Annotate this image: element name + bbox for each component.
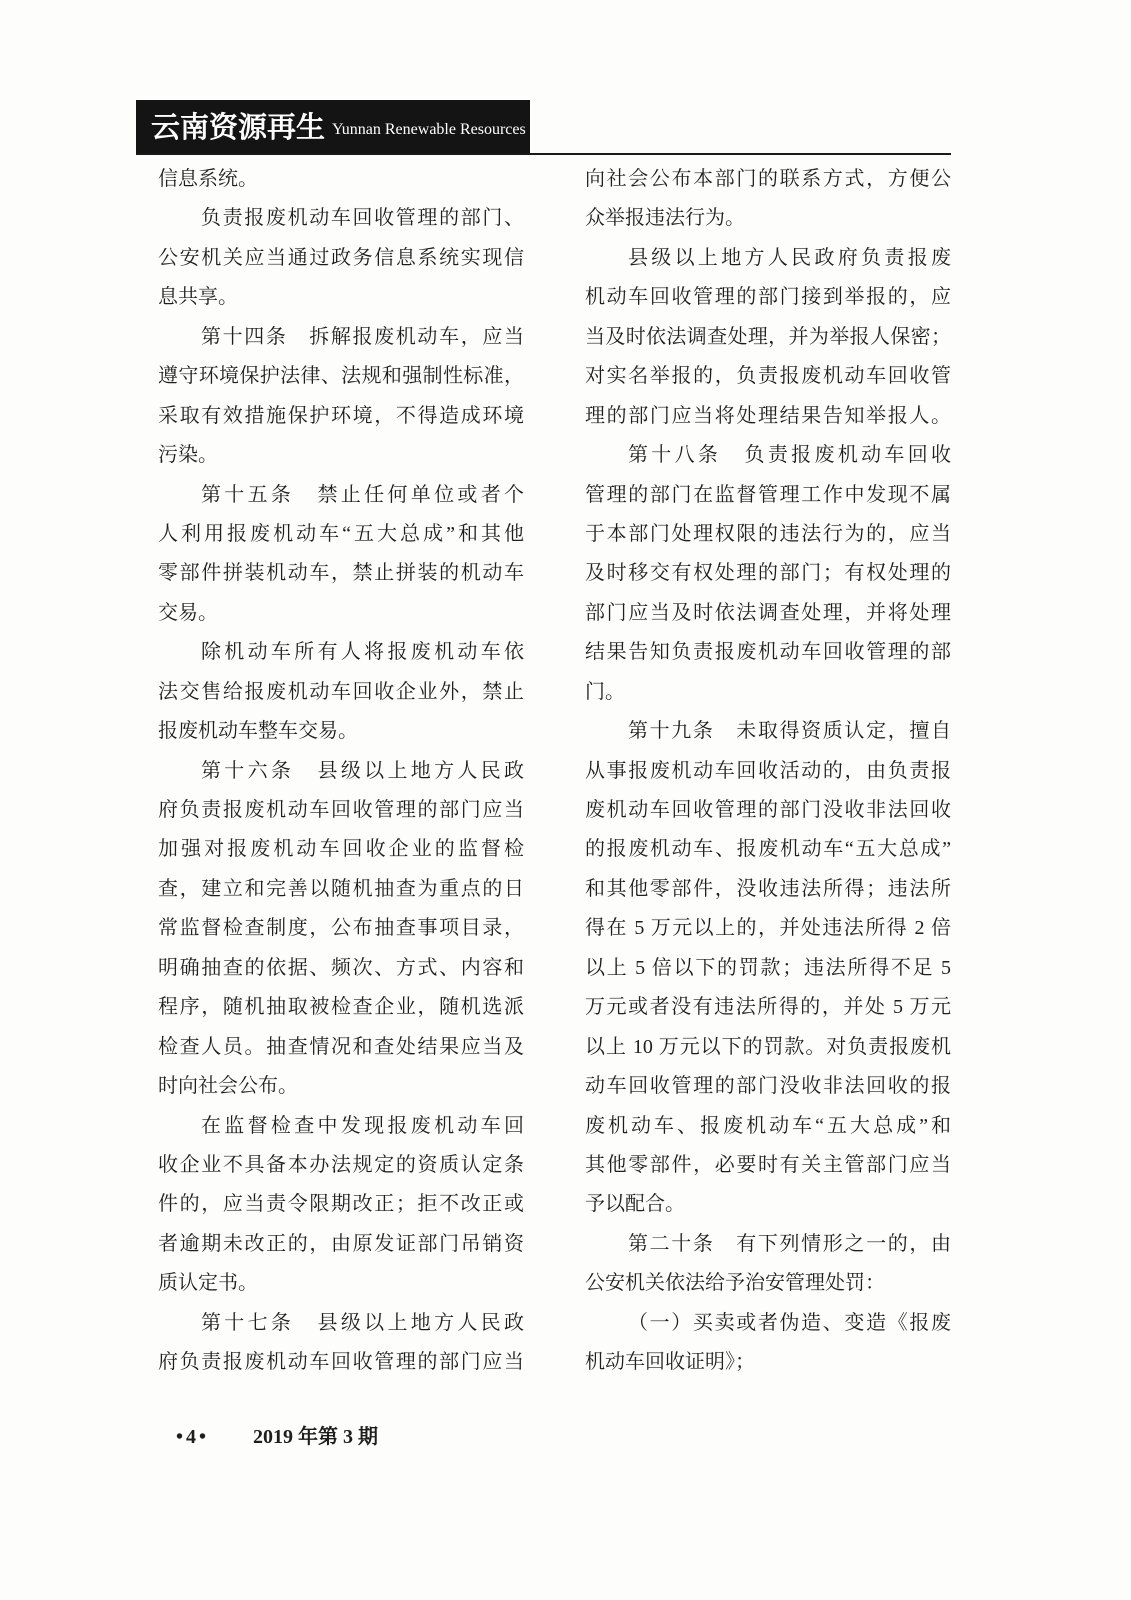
text-line: 门。 (585, 680, 625, 703)
text-line: 万元或者没有违法所得的，并处 5 万元 (585, 996, 951, 1019)
text-line: 污染。 (158, 444, 218, 467)
text-line: 除机动车所有人将报废机动车依 (201, 641, 524, 664)
text-line: 予以配合。 (585, 1193, 685, 1216)
text-line: 负责报废机动车回收管理的部门、 (201, 207, 524, 230)
article-16 (158, 752, 524, 1107)
text-line: 检查人员。抽查情况和查处结果应当及 (158, 1035, 524, 1058)
text-line: 时向社会公布。 (158, 1075, 298, 1098)
text-line: 从事报废机动车回收活动的，由负责报 (585, 759, 951, 782)
article-15 (158, 476, 524, 634)
article-15-paragraph-2 (158, 633, 524, 751)
article-14 (158, 318, 524, 476)
text-line: 以上 5 倍以下的罚款；违法所得不足 5 (585, 956, 951, 979)
text-line: 第十七条 县级以上地方人民政 (201, 1311, 524, 1334)
text-line: 收企业不具备本办法规定的资质认定条 (158, 1153, 524, 1176)
text-line: 得在 5 万元以上的，并处违法所得 2 倍 (585, 917, 951, 940)
text-line: 第十九条 未取得资质认定，擅自 (628, 720, 951, 743)
text-line: 第十八条 负责报废机动车回收 (628, 444, 951, 467)
text-line: 第二十条 有下列情形之一的，由 (628, 1232, 951, 1255)
text-line: 理的部门应当将处理结果告知举报人。 (585, 404, 951, 427)
text-line: 结果告知负责报废机动车回收管理的部 (585, 641, 951, 664)
text-line: 公安机关依法给予治安管理处罚： (585, 1272, 885, 1295)
text-line: 府负责报废机动车回收管理的部门应当 (158, 799, 524, 821)
magazine-header (136, 100, 530, 155)
text-line: 第十六条 县级以上地方人民政 (201, 759, 524, 782)
text-line: 件的，应当责令限期改正；拒不改正或 (158, 1193, 524, 1216)
header-rule (136, 153, 951, 155)
article-17 (158, 1304, 524, 1383)
article-20 (585, 1225, 951, 1304)
text-line: 向社会公布本部门的联系方式，方便公 (585, 168, 951, 190)
text-line: 废机动车回收管理的部门没收非法回收 (585, 799, 951, 821)
right-column (585, 160, 951, 1383)
text-line: 在监督检查中发现报废机动车回 (201, 1114, 524, 1137)
text-line: 法交售给报废机动车回收企业外，禁止 (158, 680, 524, 703)
text-line: 管理的部门在监督管理工作中发现不属 (585, 483, 951, 506)
text-line: 当及时依法调查处理，并为举报人保密； (585, 325, 951, 348)
text-line: 零部件拼装机动车，禁止拼装的机动车 (158, 562, 524, 585)
text-line: 交易。 (158, 601, 218, 624)
text-line: 采取有效措施保护环境，不得造成环境 (158, 404, 524, 427)
left-column (158, 160, 524, 1383)
text-line: 和其他零部件，没收违法所得；违法所 (585, 877, 951, 900)
text-line: 程序，随机抽取被检查企业，随机选派 (158, 996, 524, 1019)
text-line: 质认定书。 (158, 1272, 258, 1295)
text-line: 机动车回收证明》； (585, 1351, 755, 1374)
continued-paragraph (158, 160, 524, 199)
text-line: （一）买卖或者伪造、变造《报废 (628, 1311, 951, 1334)
text-line: 信息系统。 (158, 168, 258, 190)
magazine-title-cn: 云南资源再生 (151, 112, 326, 144)
text-line: 者逾期未改正的，由原发证部门吊销资 (158, 1232, 524, 1255)
text-line: 第十五条 禁止任何单位或者个 (201, 483, 524, 506)
text-line: 府负责报废机动车回收管理的部门应当 (158, 1351, 524, 1374)
text-line: 机动车回收管理的部门接到举报的，应 (585, 286, 951, 309)
text-line: 县级以上地方人民政府负责报废 (628, 246, 951, 269)
page-number: •4• (176, 1426, 210, 1448)
text-line: 常监督检查制度，公布抽查事项目录， (158, 917, 524, 940)
text-line: 查，建立和完善以随机抽查为重点的日 (158, 877, 524, 900)
text-line: 遵守环境保护法律、法规和强制性标准， (158, 365, 524, 388)
text-line: 第十四条 拆解报废机动车，应当 (201, 325, 524, 348)
text-line: 人利用报废机动车“五大总成”和其他 (158, 522, 524, 545)
article-17-continued (585, 160, 951, 239)
article-20-item-1 (585, 1304, 951, 1383)
page-footer (176, 1423, 378, 1451)
text-line: 公安机关应当通过政务信息系统实现信 (158, 246, 524, 269)
text-line: 动车回收管理的部门没收非法回收的报 (585, 1075, 951, 1098)
text-line: 以上 10 万元以下的罚款。对负责报废机 (585, 1035, 951, 1058)
text-line: 明确抽查的依据、频次、方式、内容和 (158, 956, 524, 979)
article-16-paragraph-2 (158, 1107, 524, 1304)
text-line: 报废机动车整车交易。 (158, 720, 358, 743)
text-line: 于本部门处理权限的违法行为的，应当 (585, 522, 951, 545)
paragraph (158, 199, 524, 317)
text-line: 及时移交有权处理的部门；有权处理的 (585, 562, 951, 585)
text-line: 息共享。 (158, 286, 238, 309)
text-line: 其他零部件，必要时有关主管部门应当 (585, 1153, 951, 1176)
text-line: 加强对报废机动车回收企业的监督检 (158, 838, 524, 861)
text-line: 部门应当及时依法调查处理，并将处理 (585, 601, 951, 624)
issue-label: 2019 年第 3 期 (253, 1426, 379, 1448)
text-line: 的报废机动车、报废机动车“五大总成” (585, 838, 951, 861)
magazine-title-en: Yunnan Renewable Resources (332, 121, 526, 138)
article-18 (585, 436, 951, 712)
text-line: 废机动车、报废机动车“五大总成”和 (585, 1114, 951, 1137)
text-line: 众举报违法行为。 (585, 207, 745, 230)
article-19 (585, 712, 951, 1225)
text-line: 对实名举报的，负责报废机动车回收管 (585, 365, 951, 388)
article-17-paragraph-2 (585, 239, 951, 436)
